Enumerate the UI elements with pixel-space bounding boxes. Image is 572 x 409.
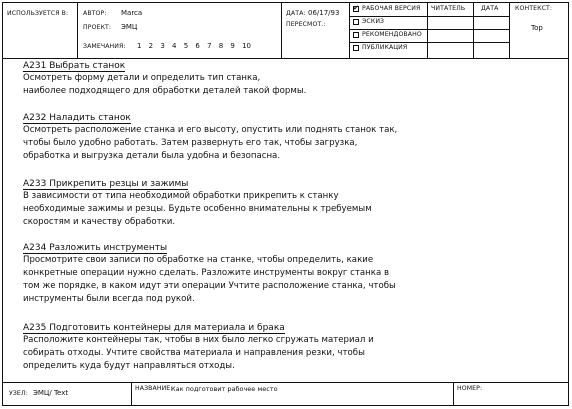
section-title: A232 Наладить станок bbox=[23, 113, 131, 123]
section-text-line: Расположите контейнеры так, чтобы в них было легко сгружать материал и bbox=[23, 335, 374, 345]
context-value: Top bbox=[531, 24, 543, 32]
status-label: ПУБЛИКАЦИЯ bbox=[362, 44, 408, 51]
author-value: Marca bbox=[121, 9, 143, 17]
status-checkbox[interactable] bbox=[353, 6, 359, 12]
status-checkbox[interactable] bbox=[353, 45, 359, 51]
date-value: 06/17/93 bbox=[308, 9, 340, 17]
section-text-line: конкретные операции нужно сделать. Разложите инструменты вокруг станка в bbox=[23, 268, 390, 278]
node-value: ЭМЦ/ Text bbox=[33, 389, 69, 397]
section-text-line: чтобы было удобно работать. Затем развернуть его так, чтобы загрузка, bbox=[23, 138, 358, 148]
status-checkbox[interactable] bbox=[353, 19, 359, 25]
section-title: A233 Прикрепить резцы и зажимы bbox=[23, 179, 189, 189]
author-label: АВТОР: bbox=[83, 10, 107, 17]
status-label: РАБОЧАЯ ВЕРСИЯ bbox=[362, 5, 421, 12]
section-text-line: том же порядке, в каком идут эти операции Учтите расположение станка, чтобы bbox=[23, 281, 396, 291]
revision-label: ПЕРЕСМОТ.: bbox=[286, 21, 326, 28]
section-text-line: инструменты были всегда под рукой. bbox=[23, 294, 195, 304]
date-label: ДАТА: bbox=[286, 10, 306, 17]
form-header bbox=[3, 3, 568, 59]
section-text-line: необходимые зажимы и резцы. Будьте особенно внимательны к требуемым bbox=[23, 204, 372, 214]
section-title: A231 Выбрать станок bbox=[23, 61, 126, 71]
section-title: A234 Разложить инструменты bbox=[23, 243, 168, 253]
status-checkbox[interactable] bbox=[353, 32, 359, 38]
node-label: УЗЕЛ: bbox=[9, 390, 28, 397]
section-text-line: обработка и выгрузка детали была удобна и безопасна. bbox=[23, 151, 281, 161]
project-label: ПРОЕКТ: bbox=[83, 24, 112, 31]
used-in-label: ИСПОЛЬЗУЕТСЯ В: bbox=[7, 10, 69, 17]
note-numbers: 1 2 3 4 5 6 7 8 9 10 bbox=[137, 42, 252, 50]
section-text-line: определить куда будут направляться отходы. bbox=[23, 361, 235, 371]
section-text-line: собирать отходы. Учтите свойства материала и направления резки, чтобы bbox=[23, 348, 365, 358]
idef0-form bbox=[2, 2, 569, 406]
name-value: Как подготовит рабочее место bbox=[171, 385, 278, 393]
section-text-line: Осмотреть расположение станка и его высоту, опустить или поднять станок так, bbox=[23, 125, 398, 135]
number-label: НОМЕР: bbox=[457, 385, 483, 392]
reader-date-label: ДАТА bbox=[481, 5, 499, 12]
section-text-line: Просмотрите свои записи по обработке на станке, чтобы определить, какие bbox=[23, 255, 374, 265]
section-title: A235 Подготовить контейнеры для материала и брака bbox=[23, 323, 285, 333]
section-text-line: скоростям и качеству обработки. bbox=[23, 217, 176, 227]
notes-label: ЗАМЕЧАНИЯ: bbox=[83, 43, 126, 50]
name-label: НАЗВАНИЕ: bbox=[135, 385, 173, 392]
project-value: ЭМЦ bbox=[121, 23, 138, 31]
status-label: ЭСКИЗ bbox=[362, 18, 385, 25]
section-text-line: В зависимости от типа необходимой обработки прикрепить к станку bbox=[23, 191, 339, 201]
context-label: КОНТЕКСТ: bbox=[515, 5, 553, 12]
form-footer bbox=[3, 382, 568, 405]
reader-label: ЧИТАТЕЛЬ bbox=[431, 5, 466, 12]
section-text-line: Осмотреть форму детали и определить тип станка, bbox=[23, 73, 261, 83]
status-label: РЕКОМЕНДОВАНО bbox=[362, 31, 422, 38]
section-text-line: наиболее подходящего для обработки деталей такой формы. bbox=[23, 86, 307, 96]
